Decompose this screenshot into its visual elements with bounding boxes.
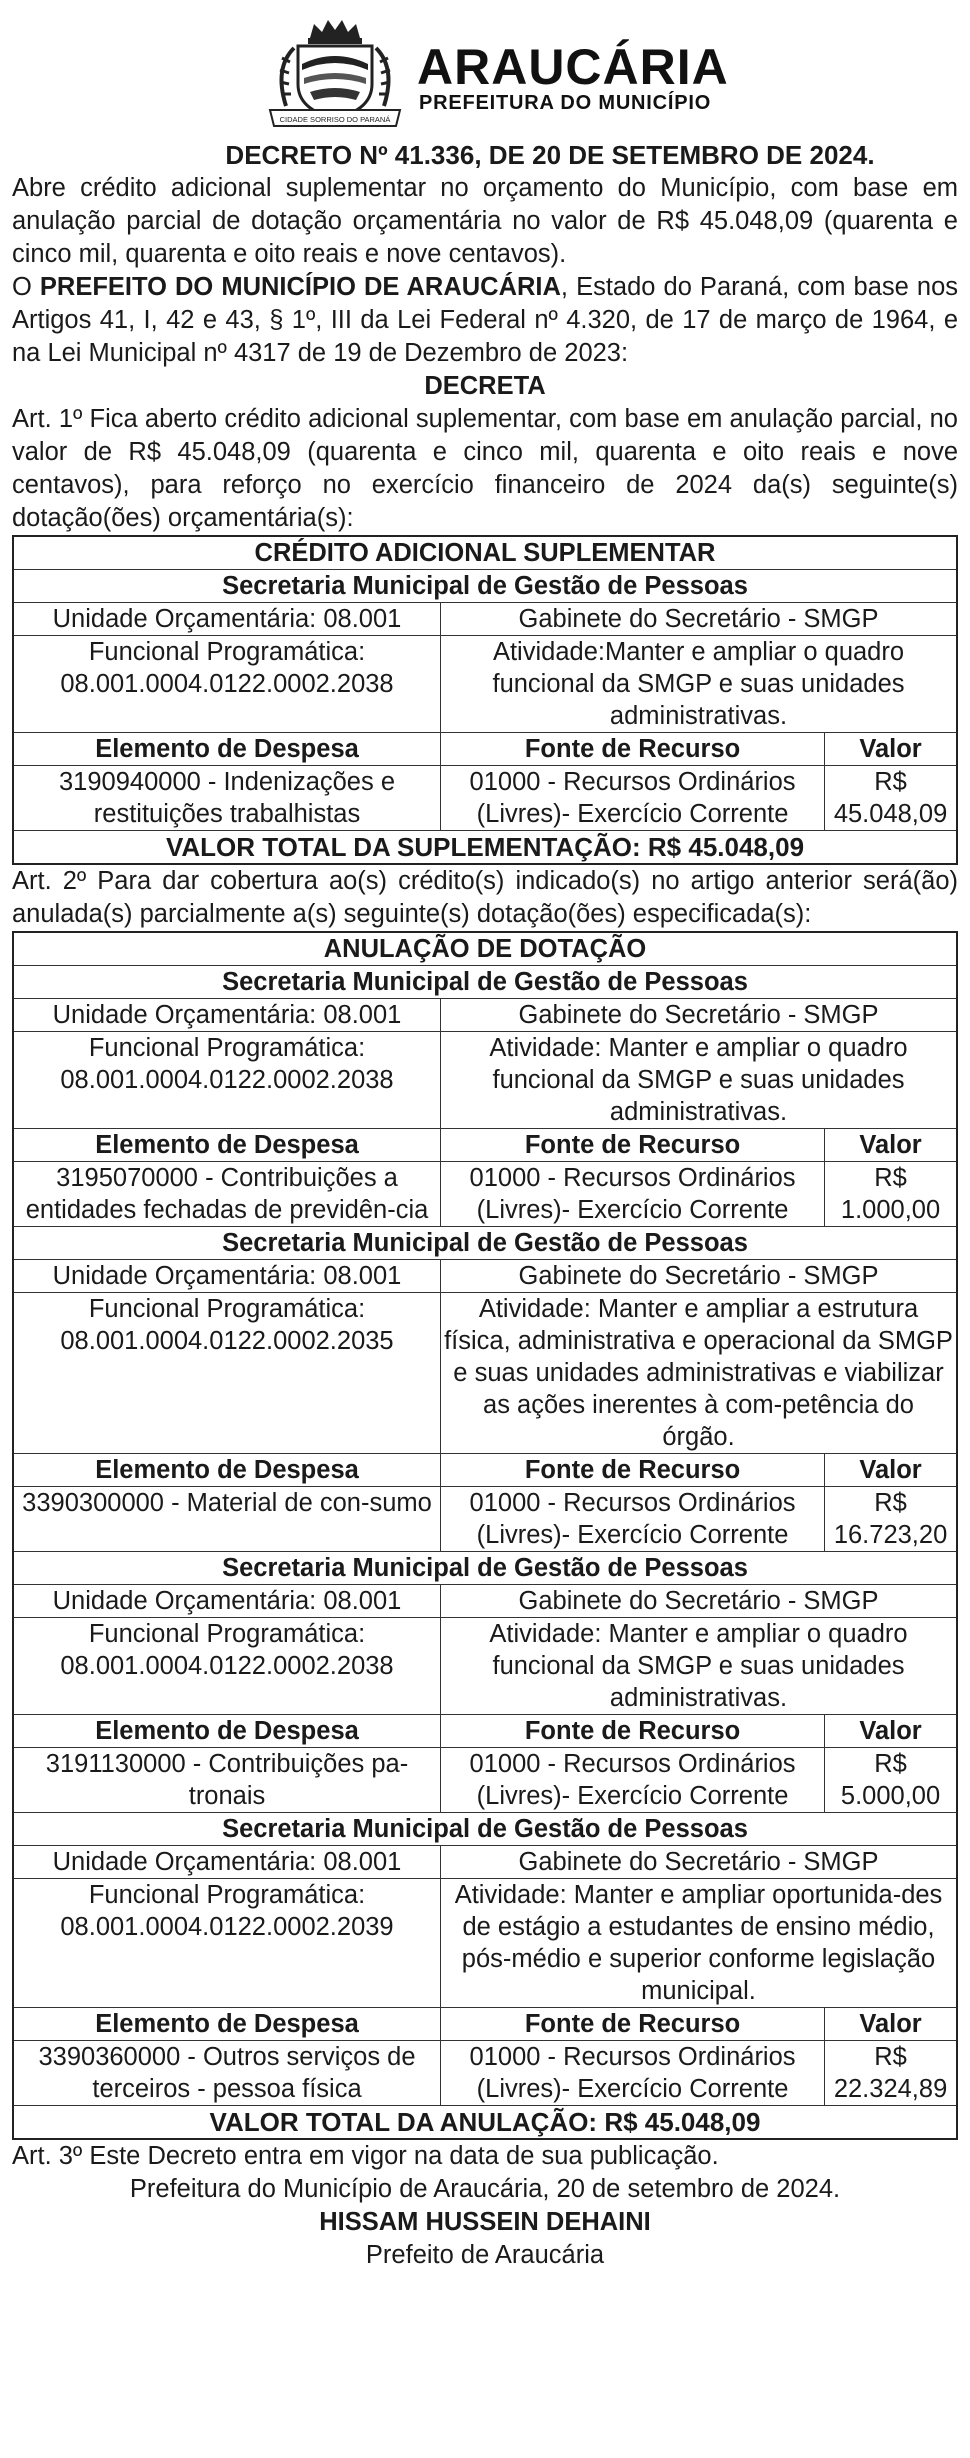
annul-fonte: 01000 - Recursos Ordinários (Livres)- Exercício Corrente [441, 2041, 825, 2106]
place-date: Prefeitura do Município de Araucária, 20 de setembro de 2024. [129, 2175, 841, 2203]
credit-total: VALOR TOTAL DA SUPLEMENTAÇÃO: R$ 45.048,09 [13, 831, 957, 865]
annul-col-elemento: Elemento de Despesa [13, 1454, 441, 1487]
annul-col-valor: Valor [825, 1454, 957, 1487]
decreta-heading: DECRETA [424, 372, 546, 400]
annul-elemento: 3191130000 - Contribuições pa-tronais [13, 1748, 441, 1813]
annulment-table [12, 931, 958, 2140]
preamble-post: , Estado do Paraná, com base nos Artigos 41, I, 42 e 43, § 1º, III da Lei Federal nº 4.320, de 17 de março de 1964, e na Lei Municipal nº 4317 de 19 de Dezembro de 2023: [12, 273, 959, 367]
annul-fonte: 01000 - Recursos Ordinários (Livres)- Exercício Corrente [441, 1748, 825, 1813]
annul-gabinete: Gabinete do Secretário - SMGP [441, 1585, 957, 1618]
annul-col-valor: Valor [825, 2008, 957, 2041]
credit-unidade: Unidade Orçamentária: 08.001 [13, 603, 441, 636]
preamble-bold: PREFEITO DO MUNICÍPIO DE ARAUCÁRIA [39, 273, 561, 301]
annul-secretaria: Secretaria Municipal de Gestão de Pessoas [13, 966, 957, 999]
annul-unidade: Unidade Orçamentária: 08.001 [13, 1846, 441, 1879]
annul-fonte: 01000 - Recursos Ordinários (Livres)- Exercício Corrente [441, 1487, 825, 1552]
annul-col-valor: Valor [825, 1129, 957, 1162]
annul-unidade: Unidade Orçamentária: 08.001 [13, 1260, 441, 1293]
article-2: Art. 2º Para dar cobertura ao(s) crédito(s) indicado(s) no artigo anterior será(ão) anulada(s) parcialmente a(s) seguinte(s) dotação(ões) especificada(s): [12, 867, 958, 928]
header [12, 0, 958, 135]
annul-secretaria: Secretaria Municipal de Gestão de Pessoas [13, 1227, 957, 1260]
credit-secretaria: Secretaria Municipal de Gestão de Pessoas [13, 570, 957, 603]
annul-gabinete: Gabinete do Secretário - SMGP [441, 999, 957, 1032]
annul-funcional: Funcional Programática: 08.001.0004.0122.0002.2038 [13, 1032, 441, 1129]
brand [417, 39, 729, 114]
annul-total: VALOR TOTAL DA ANULAÇÃO: R$ 45.048,09 [13, 2106, 957, 2140]
annul-col-valor: Valor [825, 1715, 957, 1748]
credit-funcional: Funcional Programática: 08.001.0004.0122.0002.2038 [13, 636, 441, 733]
preamble-pre: O [12, 273, 40, 301]
annul-col-fonte: Fonte de Recurso [441, 2008, 825, 2041]
annul-secretaria: Secretaria Municipal de Gestão de Pessoas [13, 1813, 957, 1846]
brand-subtitle: PREFEITURA DO MUNICÍPIO [419, 92, 712, 114]
annul-col-fonte: Fonte de Recurso [441, 1129, 825, 1162]
decree-summary: Abre crédito adicional suplementar no orçamento do Município, com base em anulação parcial de dotação orçamentária no valor de R$ 45.048,09 (quarenta e cinco mil, quarenta e oito reais e nove centavos). [12, 174, 958, 268]
annul-atividade: Atividade: Manter e ampliar o quadro funcional da SMGP e suas unidades administrativas. [441, 1032, 957, 1129]
annul-elemento: 3195070000 - Contribuições a entidades fechadas de previdên-cia [13, 1162, 441, 1227]
article-3: Art. 3º Este Decreto entra em vigor na data de sua publicação. [12, 2142, 719, 2170]
annul-atividade: Atividade: Manter e ampliar oportunida-des de estágio a estudantes de ensino médio, pós-médio e superior conforme legislação municipal. [441, 1879, 957, 2008]
annul-fonte: 01000 - Recursos Ordinários (Livres)- Exercício Corrente [441, 1162, 825, 1227]
annul-funcional: Funcional Programática: 08.001.0004.0122.0002.2038 [13, 1618, 441, 1715]
credit-gabinete: Gabinete do Secretário - SMGP [441, 603, 957, 636]
annul-funcional: Funcional Programática: 08.001.0004.0122.0002.2035 [13, 1293, 441, 1454]
article-1: Art. 1º Fica aberto crédito adicional suplementar, com base em anulação parcial, no valor de R$ 45.048,09 (quarenta e cinco mil, quarenta e oito reais e nove centavos), para reforço no exercício financeiro de 2024 da(s) seguinte(s) dotação(ões) orçamentária(s): [12, 405, 958, 532]
annul-gabinete: Gabinete do Secretário - SMGP [441, 1846, 957, 1879]
brand-name: ARAUCÁRIA [417, 39, 729, 95]
credit-table-title: CRÉDITO ADICIONAL SUPLEMENTAR [13, 536, 957, 570]
credit-table [12, 535, 958, 865]
decree-title: DECRETO Nº 41.336, DE 20 DE SETEMBRO DE 2024. [225, 140, 875, 170]
annul-elemento: 3390360000 - Outros serviços de terceiros - pessoa física [13, 2041, 441, 2106]
annul-funcional: Funcional Programática: 08.001.0004.0122.0002.2039 [13, 1879, 441, 2008]
annul-col-fonte: Fonte de Recurso [441, 1454, 825, 1487]
annul-valor: R$ 1.000,00 [825, 1162, 957, 1227]
municipal-crest-logo [264, 18, 406, 130]
credit-col-elemento: Elemento de Despesa [13, 733, 441, 766]
annul-unidade: Unidade Orçamentária: 08.001 [13, 1585, 441, 1618]
annul-valor: R$ 22.324,89 [825, 2041, 957, 2106]
annul-atividade: Atividade: Manter e ampliar a estrutura física, administrativa e operacional da SMGP e suas unidades administrativas e viabilizar as ações inerentes à com-petência do órgão. [441, 1293, 957, 1454]
annul-valor: R$ 5.000,00 [825, 1748, 957, 1813]
credit-fonte: 01000 - Recursos Ordinários (Livres)- Exercício Corrente [441, 766, 825, 831]
annul-col-elemento: Elemento de Despesa [13, 1129, 441, 1162]
crest-motto: CIDADE SORRISO DO PARANÁ [279, 115, 391, 124]
credit-col-valor: Valor [825, 733, 957, 766]
annul-elemento: 3390300000 - Material de con-sumo [13, 1487, 441, 1552]
annul-valor: R$ 16.723,20 [825, 1487, 957, 1552]
annul-atividade: Atividade: Manter e ampliar o quadro funcional da SMGP e suas unidades administrativas. [441, 1618, 957, 1715]
signer-name: HISSAM HUSSEIN DEHAINI [319, 2208, 651, 2236]
annul-table-title: ANULAÇÃO DE DOTAÇÃO [13, 932, 957, 966]
annul-gabinete: Gabinete do Secretário - SMGP [441, 1260, 957, 1293]
credit-valor: R$ 45.048,09 [825, 766, 957, 831]
annul-secretaria: Secretaria Municipal de Gestão de Pessoas [13, 1552, 957, 1585]
credit-elemento: 3190940000 - Indenizações e restituições trabalhistas [13, 766, 441, 831]
annul-col-fonte: Fonte de Recurso [441, 1715, 825, 1748]
credit-atividade: Atividade:Manter e ampliar o quadro funcional da SMGP e suas unidades administrativas. [441, 636, 957, 733]
annul-unidade: Unidade Orçamentária: 08.001 [13, 999, 441, 1032]
annul-col-elemento: Elemento de Despesa [13, 2008, 441, 2041]
credit-col-fonte: Fonte de Recurso [441, 733, 825, 766]
annul-col-elemento: Elemento de Despesa [13, 1715, 441, 1748]
decree-preamble [12, 271, 958, 370]
signer-role: Prefeito de Araucária [365, 2241, 605, 2269]
